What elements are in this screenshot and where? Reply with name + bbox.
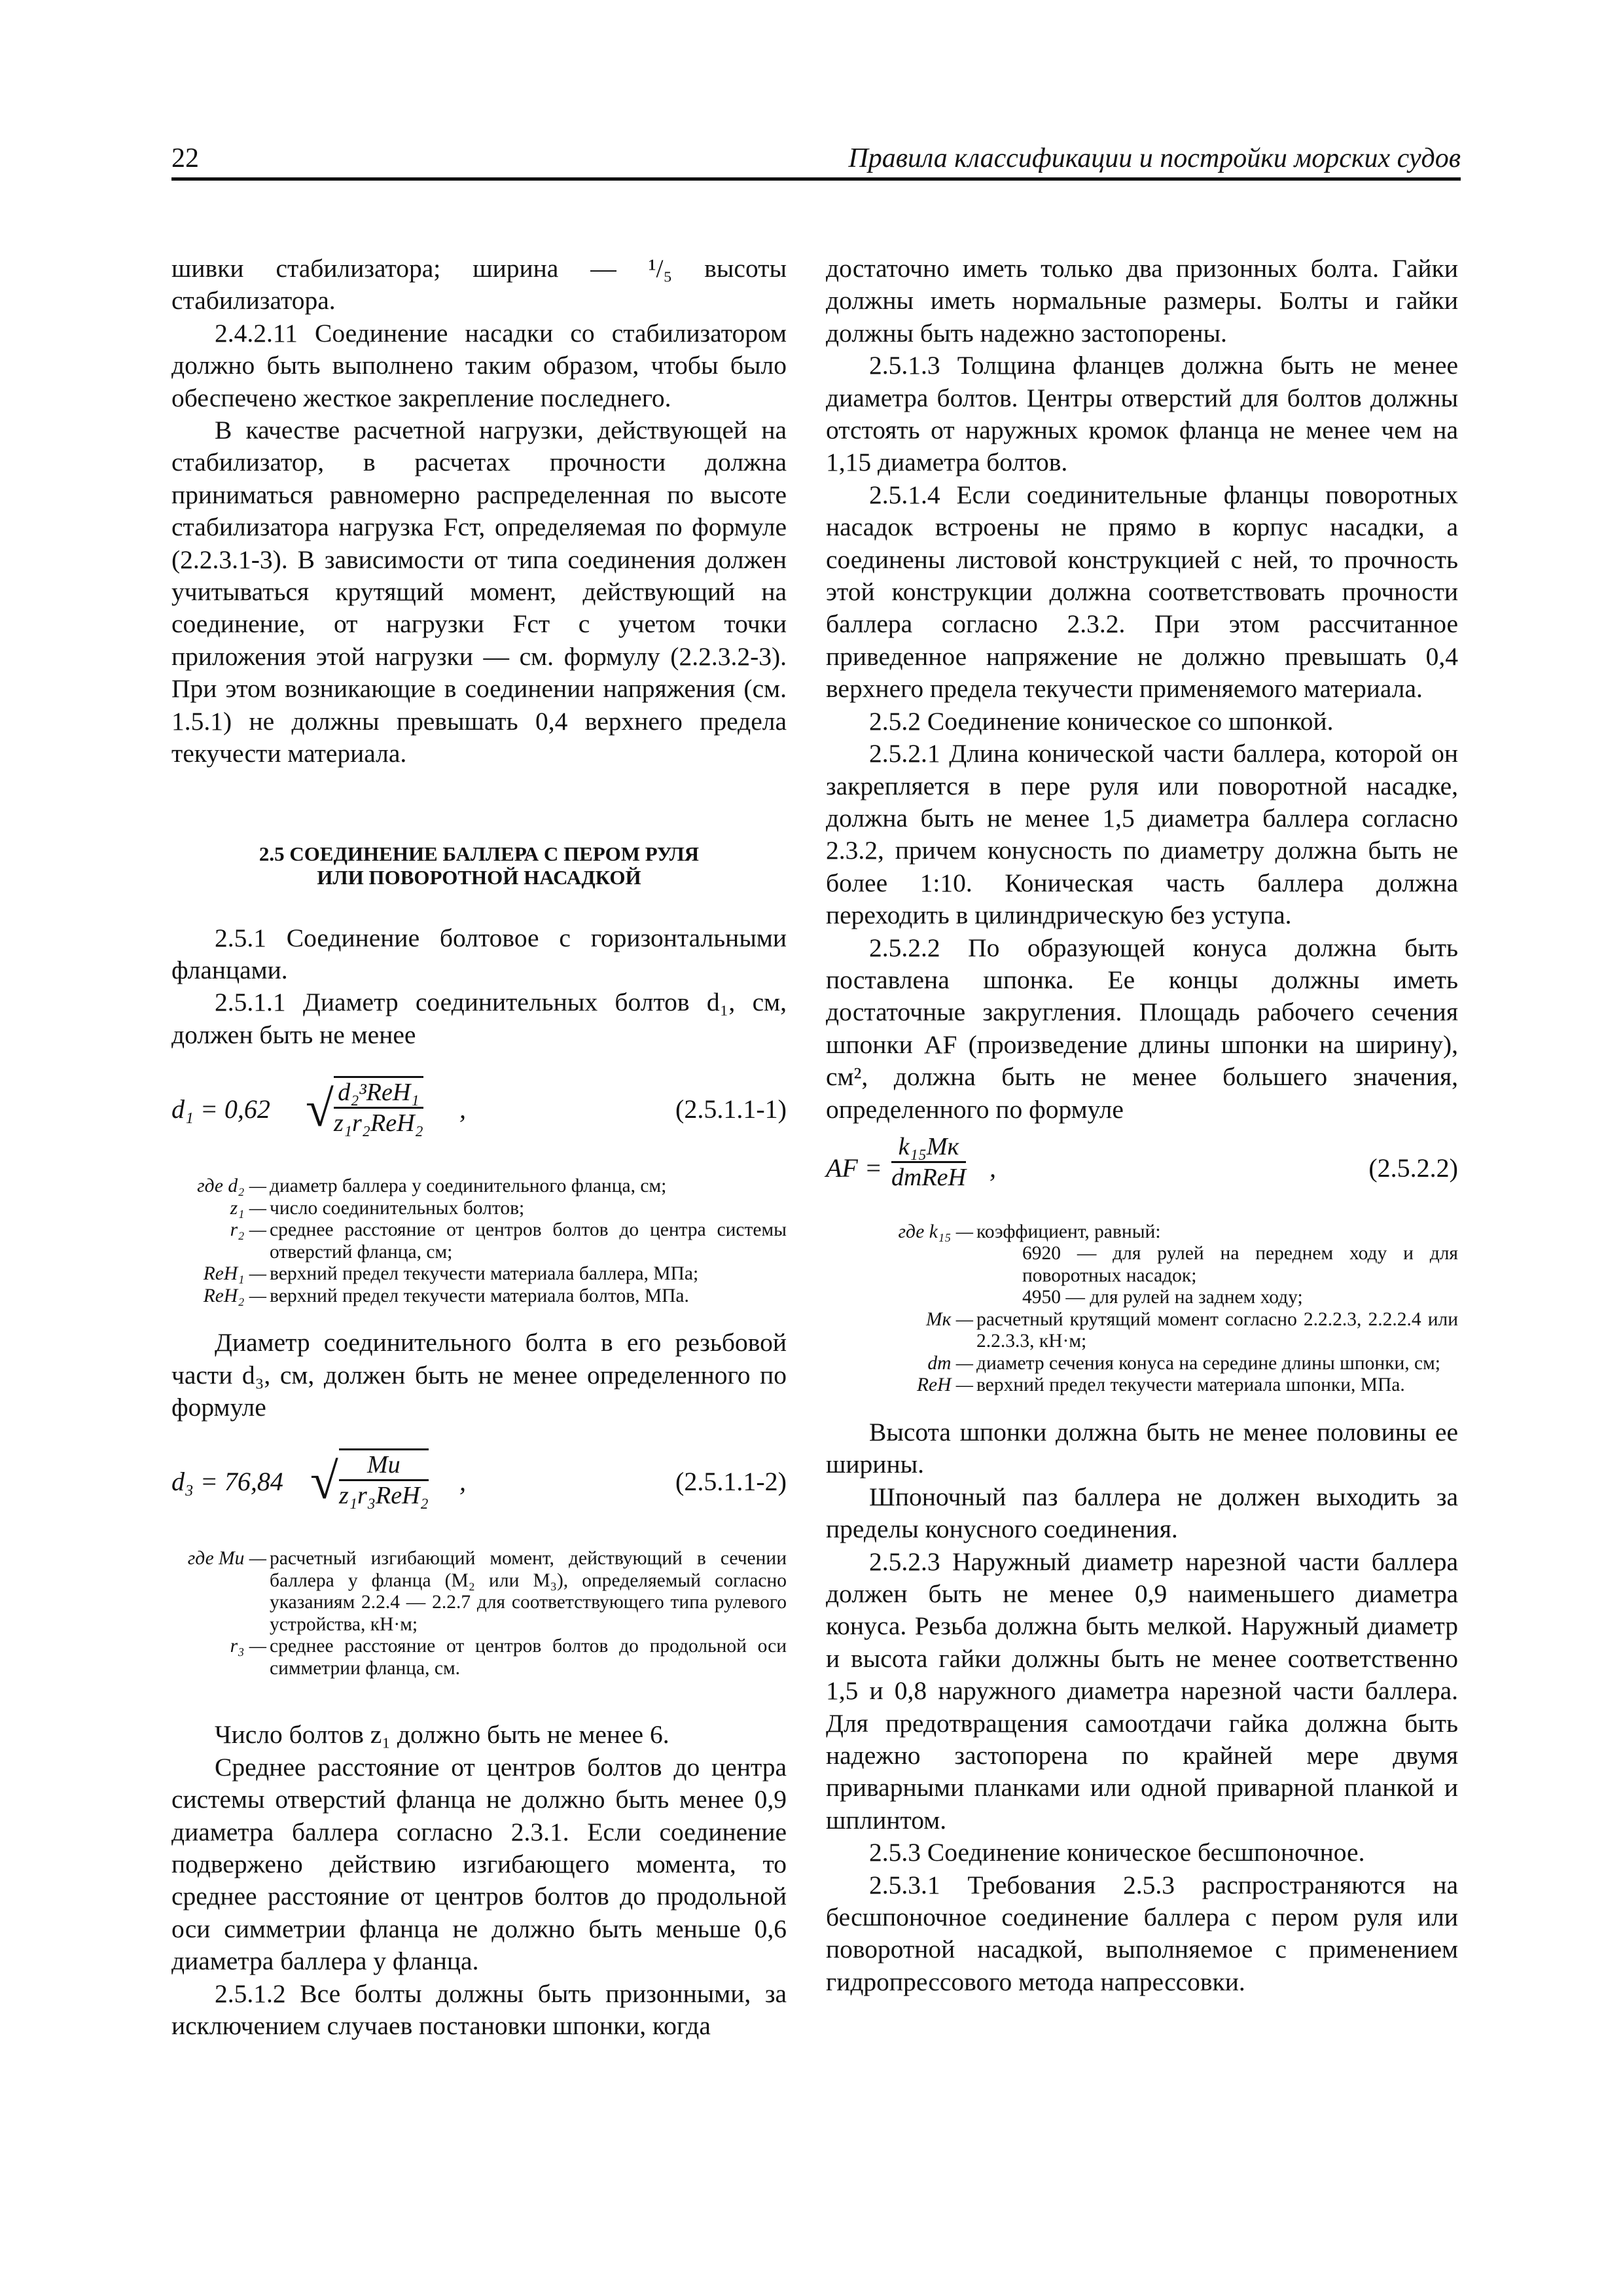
fraction-denominator: z₁r₂ReH₂ <box>334 1109 423 1138</box>
paragraph: Диаметр соединительного болта в его резьбовой части d₃, см, должен быть не менее определенного по формуле <box>171 1328 787 1422</box>
paragraph: 2.5.1 Соединение болтовое с горизонтальными фланцами. <box>171 923 787 984</box>
paragraph: 2.5.1.2 Все болты должны быть призонными, за исключением случаев постановки шпонки, когда <box>171 1979 787 2040</box>
definition-text: верхний предел текучести материала шпонки, МПа. <box>976 1374 1405 1396</box>
paragraph: 2.5.1.3 Толщина фланцев должна быть не менее диаметра болтов. Центры отверстий для болтов должны отстоять от наружных кромок фланца не менее чем на 1,15 диаметра болтов. <box>826 351 1458 477</box>
paragraph: 2.5.2.1 Длина конической части баллера, которой он закрепляется в пере руля или поворотной насадке, должна быть не менее 1,5 диаметра баллера согласно 2.3.2, причем конусность по диаметру должна быть не более 1:10. Коническая часть баллера должна переходить в цилиндрическую без уступа. <box>826 739 1458 930</box>
fraction-numerator: d₂³ReH₁ <box>334 1078 423 1109</box>
sqrt-sign: √ <box>310 1452 338 1510</box>
definition-item <box>171 1548 787 1636</box>
definition-item <box>826 1243 1458 1287</box>
formula-lhs: d₃ = 76,84 <box>171 1467 283 1497</box>
equation-number: (2.5.1.1-2) <box>675 1467 787 1497</box>
definition-text: среднее расстояние от центров болтов до продольной оси симметрии фланца, см. <box>270 1636 787 1679</box>
definition-item <box>171 1636 787 1679</box>
definition-item <box>826 1309 1458 1353</box>
definition-item <box>826 1353 1458 1375</box>
definition-symbol: Mк — <box>926 1308 973 1330</box>
fraction-numerator: k₁₅Mк <box>891 1132 966 1163</box>
left-column <box>171 253 787 2042</box>
definition-text: расчетный изгибающий момент, действующий в сечении баллера у фланца (M₂ или M₃), определяемый согласно указаниям 2.2.4 — 2.2.7 для соответствующего типа рулевого устройства, кН·м; <box>270 1548 787 1635</box>
formula-tail: , <box>990 1153 996 1183</box>
running-title: Правила классификации и постройки морских судов <box>848 143 1461 173</box>
equation-number: (2.5.2.2) <box>1368 1153 1458 1183</box>
equation-number: (2.5.1.1-1) <box>675 1094 787 1124</box>
definition-item <box>826 1287 1458 1309</box>
paragraph: Число болтов z₁ должно быть не менее 6. <box>215 1720 669 1749</box>
paragraph: 2.5.1.4 Если соединительные фланцы поворотных насадок встроены не прямо в корпус насадки, а соединены листовой конструкцией с ней, то прочность этой конструкции должна соответствовать прочности баллера согласно 2.3.2. При этом рассчитанное приведенное напряжение не должно превышать 0,4 верхнего предела текучести применяемого материала. <box>826 480 1458 704</box>
sqrt-sign: √ <box>306 1080 334 1138</box>
paragraph: 2.5.1.1 Диаметр соединительных болтов d₁, см, должен быть не менее <box>171 988 787 1049</box>
definition-symbol: dm — <box>927 1352 973 1374</box>
definition-text: число соединительных болтов; <box>270 1197 525 1219</box>
definition-symbol: где d₂ — <box>197 1175 266 1197</box>
definition-item <box>171 1219 787 1263</box>
definition-symbol: где Mи — <box>187 1548 266 1570</box>
right-column <box>826 253 1458 1998</box>
formula-fraction <box>334 1076 423 1138</box>
section-title-line: ИЛИ ПОВОРОТНОЙ НАСАДКОЙ <box>317 865 641 889</box>
paragraph: 2.5.2.3 Наружный диаметр нарезной части баллера должен быть не менее 0,9 наименьшего диаметра конуса. Резьба должна быть мелкой. Наружный диаметр и высота гайки должны быть не менее соответственно 1,5 и 0,8 наружного диаметра нарезной части баллера. Для предотвращения самоотдачи гайка должна быть надежно застопорена по крайней мере двумя приварными планками или одной приварной планкой и шплинтом. <box>826 1547 1458 1835</box>
definitions-list <box>171 1548 787 1679</box>
definition-symbol: ReH — <box>916 1374 973 1396</box>
definition-symbol: r₂ — <box>230 1219 266 1241</box>
definition-item <box>826 1374 1458 1397</box>
formula-lhs: AF = <box>826 1153 882 1183</box>
definition-symbol: z₁ — <box>230 1197 266 1219</box>
section-title <box>171 842 787 889</box>
definition-text: среднее расстояние от центров болтов до центра системы отверстий фланца, см; <box>270 1219 787 1263</box>
paragraph: 2.4.2.11 Соединение насадки со стабилизатором должно быть выполнено таким образом, чтобы было обеспечено жесткое закрепление последнего. <box>171 318 787 412</box>
definition-symbol: ReH₁ — <box>203 1263 266 1285</box>
definition-text: верхний предел текучести материала болтов, МПа. <box>270 1285 689 1306</box>
formula-lhs: d₁ = 0,62 <box>171 1094 270 1124</box>
formula-2-5-1-1-1 <box>171 1064 787 1162</box>
definition-item <box>171 1175 787 1198</box>
definition-text: коэффициент, равный: <box>976 1221 1161 1242</box>
definition-text: диаметр сечения конуса на середине длины шпонки, см; <box>976 1352 1441 1374</box>
section-title-line: 2.5 СОЕДИНЕНИЕ БАЛЛЕРА С ПЕРОМ РУЛЯ <box>259 842 700 865</box>
definition-text: расчетный крутящий момент согласно 2.2.2.3, 2.2.2.4 или 2.2.3.3, кН·м; <box>976 1308 1458 1352</box>
paragraph: 2.5.2.2 По образующей конуса должна быть поставлена шпонка. Ее концы должны иметь достаточные закругления. Площадь рабочего сечения шпонки AF (произведение длины шпонки на ширину), см², должна быть не менее большего значения, определенного по формуле <box>826 933 1458 1124</box>
definition-symbol: ReH₂ — <box>203 1285 266 1306</box>
formula-tail: , <box>459 1467 466 1497</box>
paragraph: 2.5.2 Соединение коническое со шпонкой. <box>869 706 1334 736</box>
definition-text: диаметр баллера у соединительного фланца, см; <box>270 1175 667 1197</box>
fraction-numerator: Mи <box>339 1450 429 1481</box>
definition-item <box>171 1285 787 1308</box>
formula-2-5-1-1-2 <box>171 1437 787 1535</box>
paragraph: В качестве расчетной нагрузки, действующей на стабилизатор, в расчетах прочности должна приниматься равномерно распределенная по высоте стабилизатора нагрузка Fст, определяемая по формуле (2.2.3.1-3). В зависимости от типа соединения должен учитываться крутящий момент, действующий на соединение, от нагрузки Fст с учетом точки приложения этой нагрузки — см. формулу (2.2.3.2-3). При этом возникающие в соединении напряжения (см. 1.5.1) не должны превышать 0,4 верхнего предела текучести материала. <box>171 416 787 768</box>
definition-symbol: где k₁₅ — <box>898 1221 973 1242</box>
definitions-list <box>826 1221 1458 1397</box>
definition-text: 6920 — для рулей на переднем ходу и для поворотных насадок; <box>1022 1243 1458 1286</box>
paragraph: шивки стабилизатора; ширина — ¹/₅ высоты стабилизатора. <box>171 254 787 315</box>
spacer <box>171 1699 787 1719</box>
paragraph: Высота шпонки должна быть не менее половины ее ширины. <box>826 1417 1458 1479</box>
definition-item <box>826 1221 1458 1244</box>
paragraph: достаточно иметь только два призонных болта. Гайки должны иметь нормальные размеры. Болты и гайки должны быть надежно застопорены. <box>826 254 1458 348</box>
paragraph: Шпоночный паз баллера не должен выходить за пределы конусного соединения. <box>826 1482 1458 1544</box>
formula-fraction <box>891 1132 966 1192</box>
formula-tail: , <box>459 1094 466 1124</box>
definition-symbol: r₃ — <box>230 1636 266 1657</box>
page-header <box>171 143 1461 179</box>
paragraph: Среднее расстояние от центров болтов до центра системы отверстий фланца не должно быть менее 0,9 диаметра баллера согласно 2.3.1. Если соединение подвержено действию изгибающего момента, то среднее расстояние от центров болтов до продольной оси симметрии фланца не должно быть меньше 0,6 диаметра баллера у фланца. <box>171 1752 787 1976</box>
definition-text: 4950 — для рулей на заднем ходу; <box>1022 1287 1303 1308</box>
paragraph: 2.5.3 Соединение коническое бесшпоночное. <box>869 1838 1365 1867</box>
definitions-list <box>171 1175 787 1307</box>
fraction-denominator: z₁r₃ReH₂ <box>339 1482 429 1510</box>
formula-fraction <box>339 1448 429 1510</box>
formula-2-5-2-2 <box>826 1130 1458 1208</box>
page-number: 22 <box>171 143 199 173</box>
fraction-denominator: dmReH <box>891 1163 966 1191</box>
definition-text: верхний предел текучести материала баллера, МПа; <box>270 1263 699 1285</box>
header-rule <box>171 177 1461 181</box>
definition-item <box>171 1263 787 1285</box>
paragraph: 2.5.3.1 Требования 2.5.3 распространяются на бесшпоночное соединение баллера с пером руля или поворотной насадкой, выполняемое с применением гидропрессового метода напрессовки. <box>826 1870 1458 1996</box>
definition-item <box>171 1198 787 1220</box>
